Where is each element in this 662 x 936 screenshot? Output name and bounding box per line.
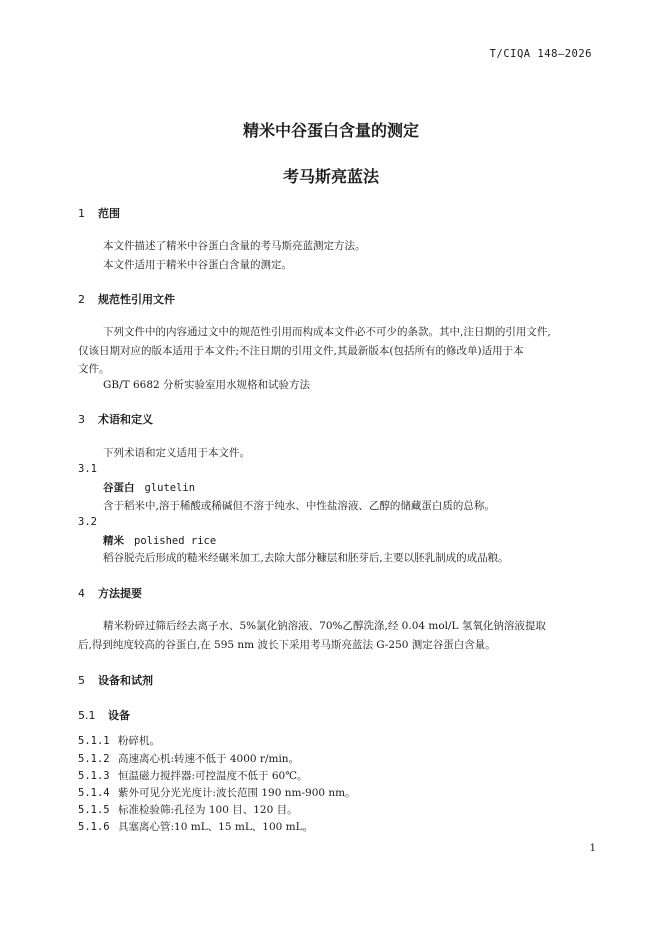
section-4-heading	[78, 585, 142, 601]
reference-standard: GB/T 6682 分析实验室用水规格和试验方法	[103, 379, 311, 391]
section-number: 5	[78, 674, 85, 687]
method-summary-line-2: 后,得到纯度较高的谷蛋白,在 595 nm 波长下采用考马斯亮蓝法 G-250 测定谷蛋白含量。	[78, 639, 496, 651]
page-number: 1	[589, 843, 596, 854]
section-title: 方法提要	[98, 587, 142, 600]
item-number: 5.1.5	[78, 804, 110, 816]
term-3-1-definition: 含于稻米中,溶于稀酸或稀碱但不溶于纯水、中性盐溶液、乙醇的储藏蛋白质的总称。	[103, 500, 495, 512]
term-en: polished rice	[134, 535, 217, 547]
section-1-heading	[78, 205, 120, 221]
term-3-1-number: 3.1	[78, 463, 97, 475]
term-zh: 谷蛋白	[103, 482, 135, 494]
term-3-2-definition: 稻谷脱壳后形成的糙米经碾米加工,去除大部分糠层和胚芽后,主要以胚乳制成的成品粮。	[103, 552, 509, 564]
term-3-2-number: 3.2	[78, 516, 97, 528]
item-text: 紫外可见分光光度计:波长范围 190 nm-900 nm。	[118, 787, 356, 799]
item-text: 高速离心机:转速不低于 4000 r/min。	[118, 753, 300, 765]
item-number: 5.1.3	[78, 770, 110, 782]
terms-intro: 下列术语和定义适用于本文件。	[103, 447, 250, 459]
equipment-item	[78, 819, 313, 834]
item-text: 标准检验筛:孔径为 100 目、120 目。	[118, 804, 298, 816]
scope-paragraph-1: 本文件描述了精米中谷蛋白含量的考马斯亮蓝测定方法。	[103, 240, 366, 252]
section-title: 设备和试剂	[98, 674, 153, 687]
equipment-item	[78, 802, 298, 817]
equipment-item	[78, 785, 356, 800]
item-number: 5.1.2	[78, 753, 110, 765]
section-title: 规范性引用文件	[98, 293, 175, 306]
standard-number: T/CIQA 148—2026	[489, 48, 592, 60]
term-3-1	[103, 480, 195, 495]
item-number: 5.1.6	[78, 821, 110, 833]
normative-ref-line-1: 下列文件中的内容通过文中的规范性引用而构成本文件必不可少的条款。其中,注日期的引用文件,	[103, 326, 551, 338]
section-3-heading	[78, 411, 153, 427]
item-number: 5.1.4	[78, 787, 110, 799]
subsection-title: 设备	[108, 709, 130, 722]
item-text: 具塞离心管:10 mL、15 mL、100 mL。	[118, 821, 314, 833]
equipment-item	[78, 768, 307, 783]
subsection-number: 5.1	[78, 709, 96, 722]
normative-ref-line-2: 仅该日期对应的版本适用于本文件;不注日期的引用文件,其最新版本(包括所有的修改单)适用于本	[78, 345, 524, 357]
section-title: 范围	[98, 207, 120, 220]
term-en: glutelin	[144, 482, 196, 494]
item-text: 粉碎机。	[118, 735, 160, 747]
item-number: 5.1.1	[78, 735, 110, 747]
normative-ref-line-3: 文件。	[78, 363, 110, 375]
section-number: 4	[78, 587, 85, 600]
document-subtitle: 考马斯亮蓝法	[282, 167, 379, 186]
term-zh: 精米	[103, 535, 124, 547]
equipment-item	[78, 733, 160, 748]
equipment-item	[78, 751, 299, 766]
section-title: 术语和定义	[98, 413, 153, 426]
document-title: 精米中谷蛋白含量的测定	[242, 121, 419, 140]
scope-paragraph-2: 本文件适用于精米中谷蛋白含量的测定。	[103, 259, 292, 271]
section-number: 3	[78, 413, 85, 426]
term-3-2	[103, 533, 216, 548]
method-summary-line-1: 精米粉碎过筛后经去离子水、5%氯化钠溶液、70%乙醇洗涤,经 0.04 mol/L 氢氧化钠溶液提取	[103, 620, 546, 632]
item-text: 恒温磁力搅拌器:可控温度不低于 60℃。	[118, 770, 308, 782]
subsection-5-1-heading	[78, 707, 130, 723]
section-number: 2	[78, 293, 85, 306]
section-number: 1	[78, 207, 85, 220]
section-2-heading	[78, 291, 175, 307]
section-5-heading	[78, 672, 153, 688]
